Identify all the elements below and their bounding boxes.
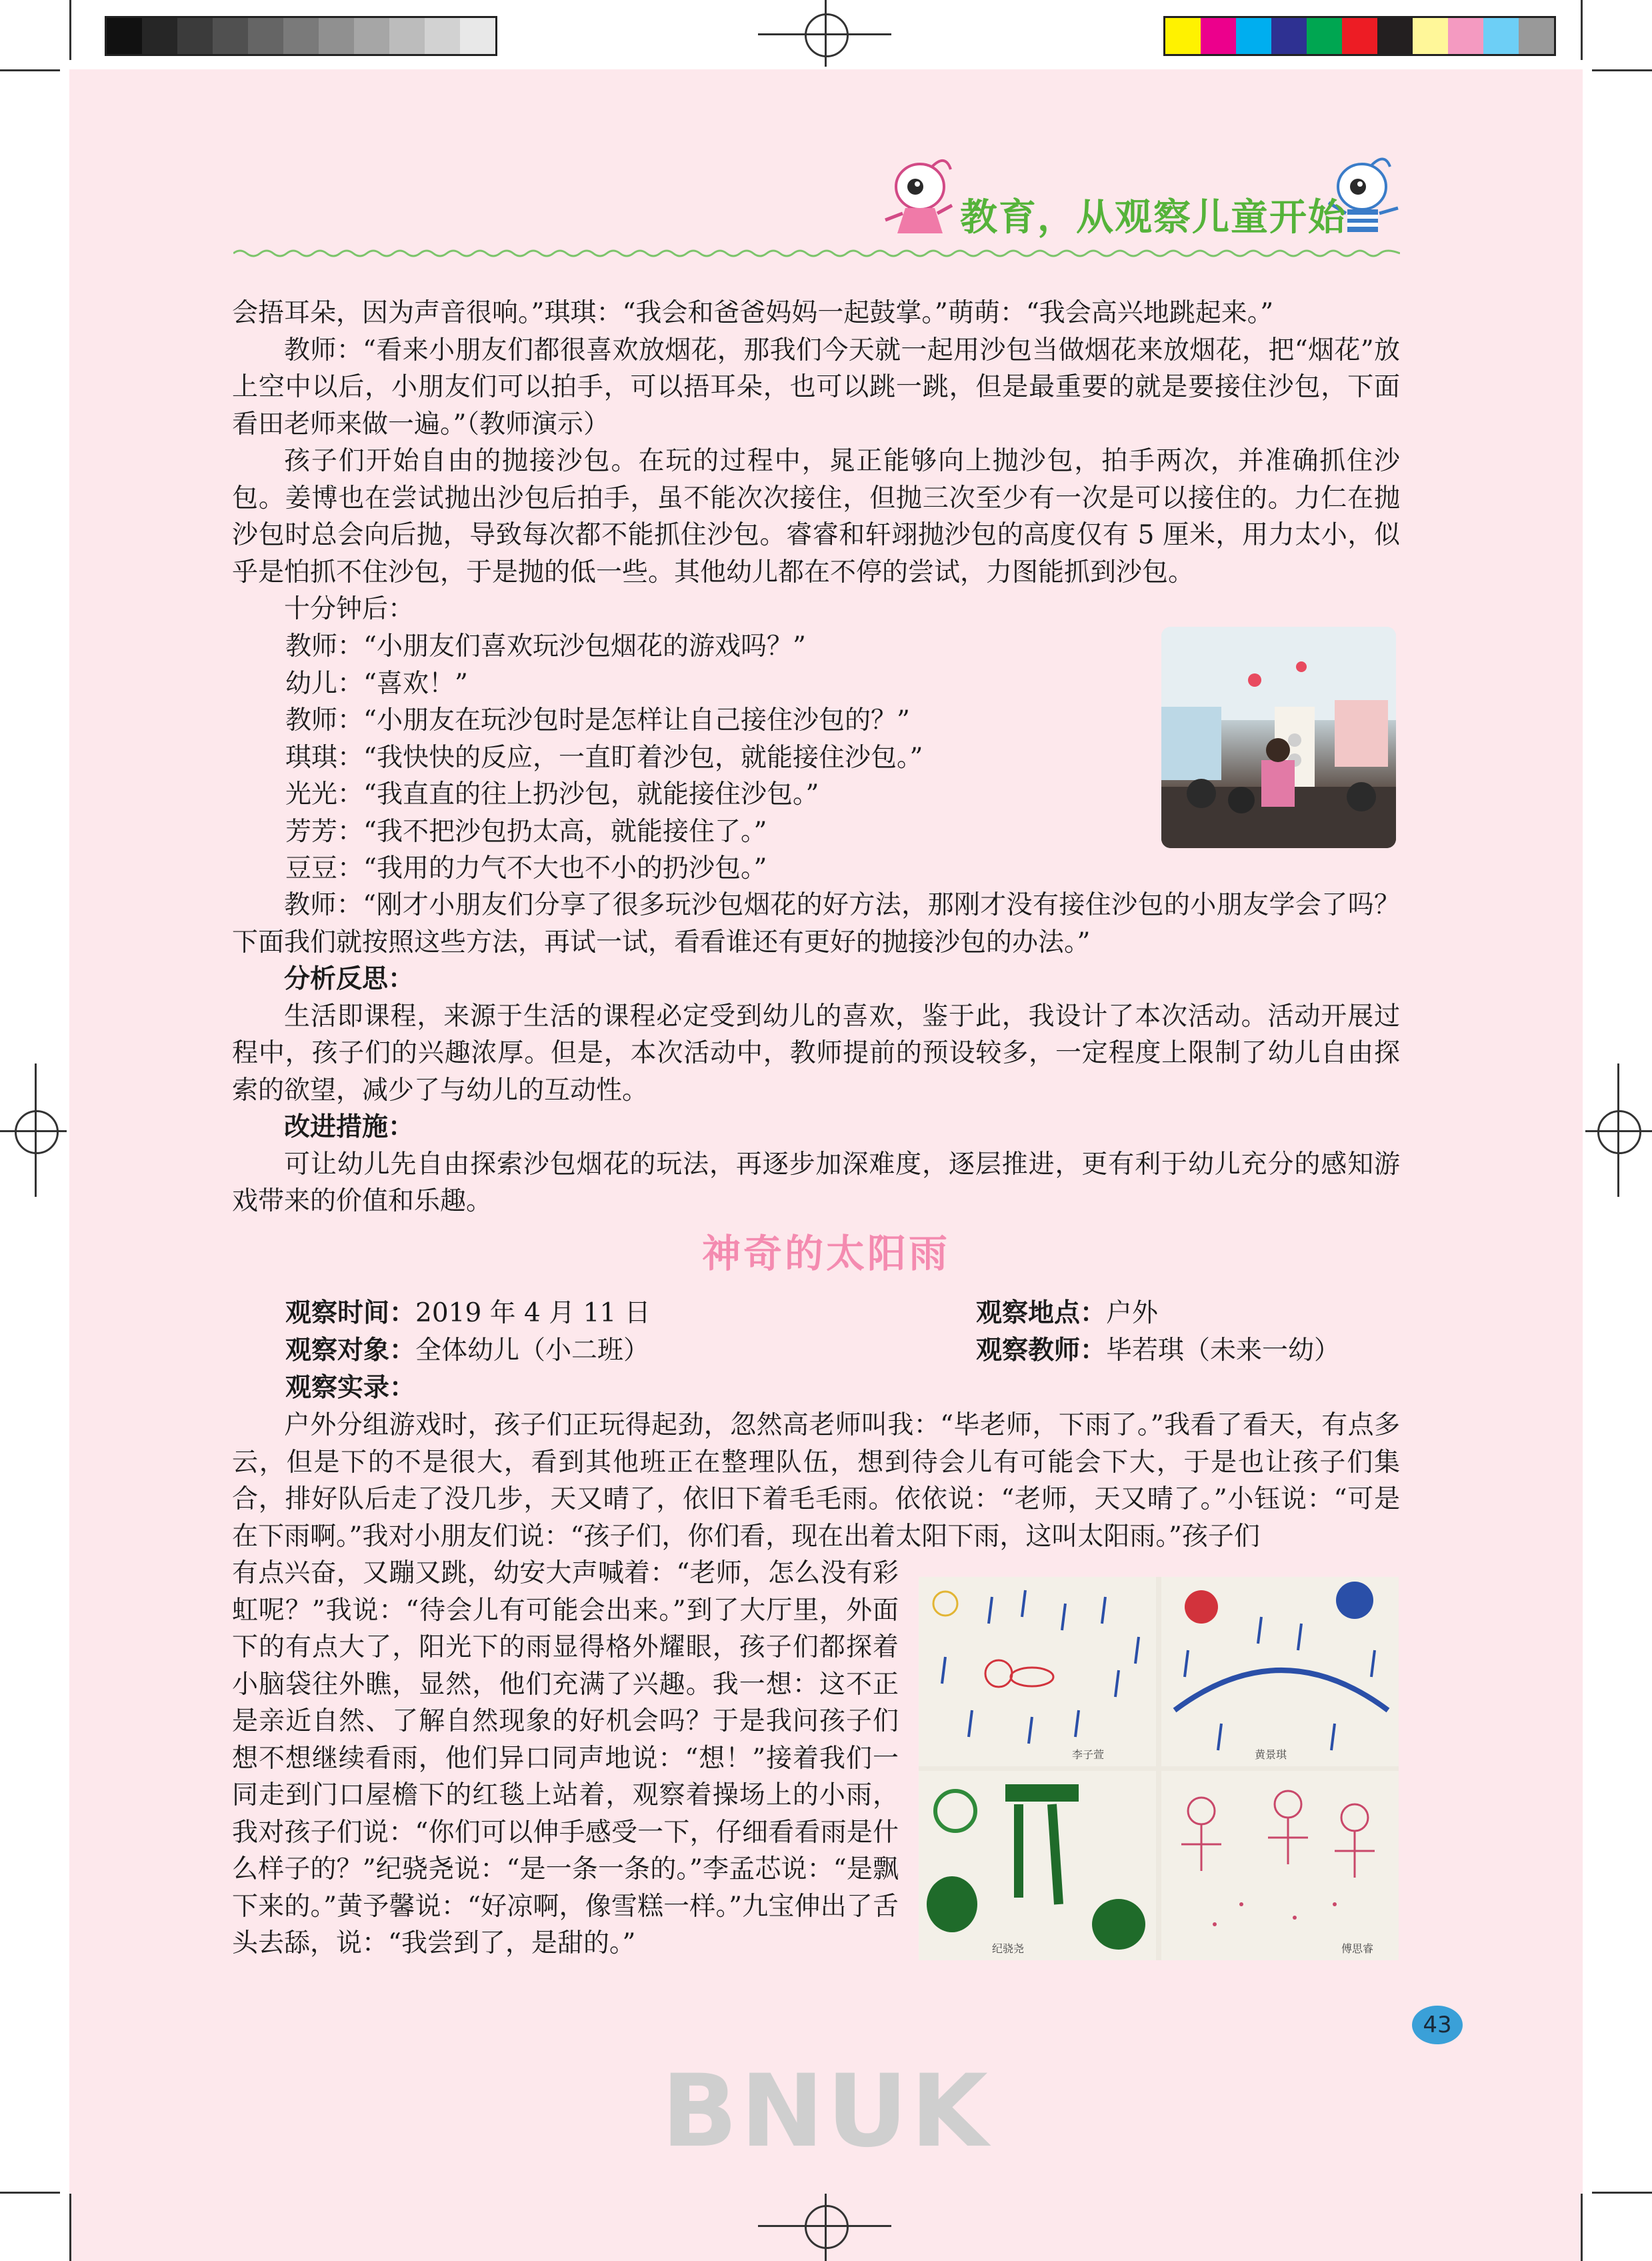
registration-line [1617,1063,1619,1197]
registration-line [35,1063,37,1197]
paragraph: 孩子们开始自由的抛接沙包。在玩的过程中，晁正能够向上抛沙包，拍手两次，并准确抓住沙包。姜博也在尝试抛出沙包后拍手，虽不能次次接住，但抛三次至少有一次是可以接住的。力仁在抛沙包时总会向后抛，导致每次都不能抓住沙包。睿睿和轩翊抛沙包的高度仅有 5 厘米，用力太小，似乎是怕抓不住沙包，于是抛的低一些。其他幼儿都在不停的尝试，力图能抓到沙包。 [232,446,1400,587]
story2-paragraph-narrow [232,1555,899,1962]
registration-mark [805,2205,849,2249]
meta-value: 户外 [1106,1298,1159,1328]
header-title: 教育，从观察儿童开始 [960,196,1347,239]
registration-mark [1597,1110,1641,1154]
registration-mark [805,13,849,57]
crop-mark [1592,2192,1652,2194]
meta-label: 观察教师： [976,1335,1107,1366]
observation-teacher [976,1332,1340,1370]
drawing-sun-rain [1161,1577,1399,1766]
paragraph: 生活即课程，来源于生活的课程必定受到幼儿的喜欢，鉴于此，我设计了本次活动。活动开展过程中，孩子们的兴趣浓厚。但是，本次活动中，教师提前的预设较多，一定程度上限制了幼儿自由探索的欲望，减少了与幼儿的互动性。 [232,1001,1400,1105]
meta-label: 观察地点： [976,1298,1107,1328]
crop-mark [0,2192,60,2194]
header-divider [233,247,1400,260]
page-number: 43 [1412,2006,1463,2044]
crop-mark [69,0,71,60]
paragraph: 十分钟后： [284,594,415,624]
analysis-heading: 分析反思： [284,963,415,994]
story2-paragraph-full [232,1407,1400,1555]
drawing-rain-figure [919,1577,1156,1766]
registration-line [825,2194,827,2261]
color-calibration-bar [1163,16,1556,56]
paragraph: 户外分组游戏时，孩子们正玩得起劲，忽然高老师叫我：“毕老师，下雨了。”我看了看天，有点多云，但是下的不是很大，看到其他班正在整理队伍，想到待会儿有可能会下大，于是也让孩子们集合，排好队后走了没几步，天又晴了，依旧下着毛毛雨。依依说：“老师，天又晴了。”小钰说：“可是在下雨啊。”我对小朋友们说：“孩子们，你们看，现在出着太阳下雨，这叫太阳雨。”孩子们 [232,1410,1400,1552]
paragraph: 教师：“刚才小朋友们分享了很多玩沙包烟花的好方法，那刚才没有接住沙包的小朋友学会了吗？下面我们就按照这些方法，再试一试，看看谁还有更好的抛接沙包的办法。” [232,890,1400,957]
meta-value: 全体幼儿（小二班） [415,1336,650,1366]
meta-label: 观察对象： [285,1335,416,1366]
record-heading [285,1370,415,1407]
crop-mark [1592,69,1652,71]
paragraph: 教师：“看来小朋友们都很喜欢放烟花，那我们今天就一起用沙包当做烟花来放烟花，把“烟花”放上空中以后，小朋友们可以拍手，可以捂耳朵，也可以跳一跳，但是最重要的就是要接住沙包，下面看田老师来做一遍。”（教师演示） [232,335,1400,439]
record-heading-label: 观察实录： [285,1372,416,1403]
grayscale-calibration-bar [105,16,497,56]
drawing-green-scene [919,1771,1156,1960]
drawing-signature: 傅思睿 [1341,1942,1374,1955]
crop-mark [69,2194,71,2261]
drawing-pink-figures [1161,1771,1399,1960]
dialogue-list [232,628,1132,887]
drawing-signature: 黄景琪 [1255,1748,1287,1761]
paragraph: 会捂耳朵，因为声音很响。”琪琪：“我会和爸爸妈妈一起鼓掌。”萌萌：“我会高兴地跳起来。” [232,298,1274,328]
dialogue-line: 琪琪：“我快快的反应，一直盯着沙包，就能接住沙包。” [285,742,923,773]
paragraph: 可让幼儿先自由探索沙包烟花的玩法，再逐步加深难度，逐层推进，更有利于幼儿充分的感知游戏带来的价值和乐趣。 [232,1149,1400,1216]
registration-line [0,1130,67,1132]
dialogue-line: 光光：“我直直的往上扔沙包，就能接住沙包。” [285,779,819,809]
observation-place [976,1295,1158,1332]
crop-mark [1581,2194,1583,2261]
paragraph: 有点兴奋，又蹦又跳，幼安大声喊着：“老师，怎么没有彩虹呢？”我说：“待会儿有可能会出来。”到了大厅里，外面下的有点大了，阳光下的雨显得格外耀眼，孩子们都探着小脑袋往外瞧，显然，他们充满了兴趣。我一想：这不正是亲近自然、了解自然现象的好机会吗？于是我问孩子们想不想继续看雨，他们异口同声地说：“想！”接着我们一同走到门口屋檐下的红毯上站着，观察着操场上的小雨，我对孩子们说：“你们可以伸手感受一下，仔细看看雨是什么样子的？”纪骁尧说：“是一条一条的。”李孟芯说：“是飘下来的。”黄予馨说：“好凉啊，像雪糕一样。”九宝伸出了舌头去舔，说：“我尝到了，是甜的。” [232,1558,899,1958]
observation-time [285,1295,651,1332]
registration-mark [15,1110,59,1154]
dialogue-line: 豆豆：“我用的力气不大也不小的扔沙包。” [285,853,767,883]
registration-line [825,0,827,67]
observation-subject [285,1332,649,1370]
improve-heading: 改进措施： [284,1111,415,1142]
meta-label: 观察时间： [285,1298,416,1328]
dialogue-line: 幼儿：“喜欢！” [285,668,468,699]
children-playing-image [1161,627,1396,848]
girl-mascot-icon [879,153,959,247]
classroom-photo [1161,627,1396,848]
dialogue-line: 芳芳：“我不把沙包扔太高，就能接住了。” [285,816,767,847]
story1-intro [232,295,1400,628]
crop-mark [1581,0,1583,60]
dialogue-line: 教师：“小朋友们喜欢玩沙包烟花的游戏吗？” [285,631,806,661]
dialogue-line: 教师：“小朋友在玩沙包时是怎样让自己接住沙包的？” [285,705,910,735]
story2-title: 神奇的太阳雨 [701,1231,950,1276]
crop-mark [0,69,60,71]
children-drawings-photo [919,1577,1399,1960]
meta-value: 2019 年 4 月 11 日 [415,1298,651,1328]
drawing-signature: 纪骁尧 [992,1942,1025,1955]
story1-conclusion [232,887,1400,1220]
drawing-signature: 李子萱 [1072,1748,1105,1761]
meta-value: 毕若琪（未来一幼） [1106,1336,1341,1366]
watermark: BNUK [661,2054,991,2170]
